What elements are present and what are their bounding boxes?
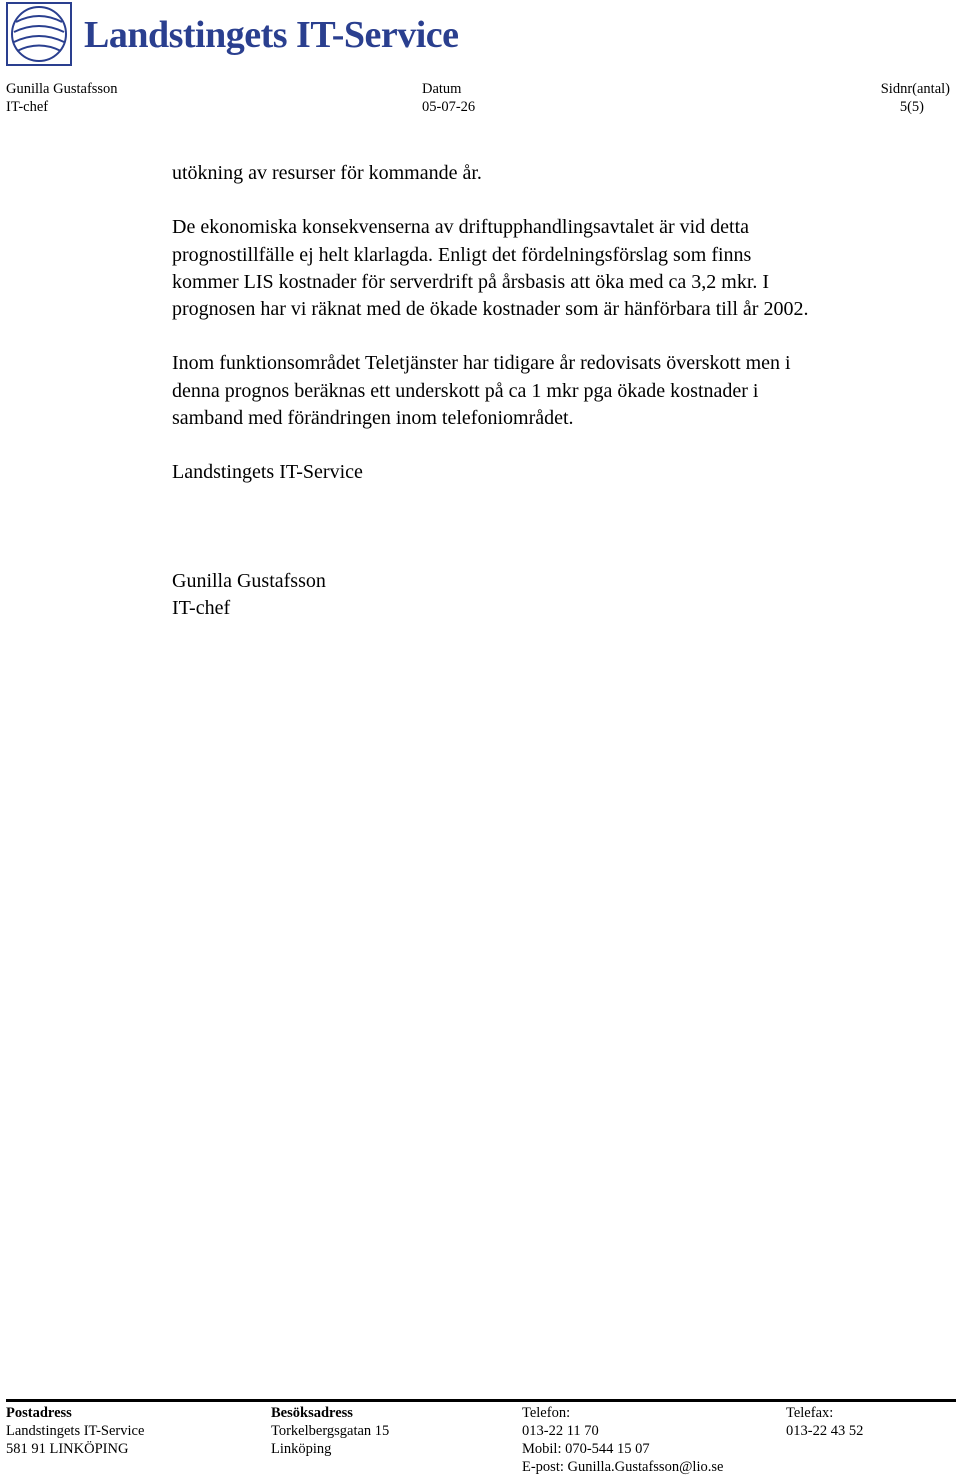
paragraph-2-line-4: prognosen har vi räknat med de ökade kostnader som är hänförbara till år 2002. bbox=[172, 298, 809, 321]
author-title: IT-chef bbox=[6, 99, 49, 115]
paragraph-2-line-1: De ekonomiska konsekvenserna av driftupphandlingsavtalet är vid detta bbox=[172, 216, 750, 239]
footer-postal-address bbox=[6, 1404, 144, 1458]
postal-line-1: Landstingets IT-Service bbox=[6, 1423, 145, 1439]
page-value: 5(5) bbox=[899, 99, 924, 115]
footer-phone bbox=[522, 1404, 723, 1476]
footer-visit-address bbox=[271, 1404, 389, 1458]
date-label: Datum bbox=[422, 81, 462, 97]
paragraph-2-line-3: kommer LIS kostnader för serverdrift på årsbasis att öka med ca 3,2 mkr. I bbox=[172, 270, 770, 293]
logo-wordmark: Landstingets IT-Service bbox=[84, 14, 459, 56]
fax-line-1: 013-22 43 52 bbox=[786, 1423, 864, 1439]
author-name: Gunilla Gustafsson bbox=[6, 81, 118, 97]
postal-line-2: 581 91 LINKÖPING bbox=[6, 1441, 129, 1457]
paragraph-1: utökning av resurser för kommande år. bbox=[172, 162, 482, 184]
date-value: 05-07-26 bbox=[422, 99, 476, 115]
visit-label: Besöksadress bbox=[271, 1405, 353, 1421]
header-date bbox=[422, 80, 475, 116]
paragraph-3-line-1: Inom funktionsområdet Teletjänster har tidigare år redovisats överskott men i bbox=[172, 352, 791, 375]
company-logo bbox=[6, 2, 459, 66]
organisation-name: Landstingets IT-Service bbox=[172, 461, 363, 484]
footer-fax bbox=[786, 1404, 863, 1440]
visit-line-1: Torkelbergsgatan 15 bbox=[271, 1423, 390, 1439]
paragraph-2-line-2: prognostillfälle ej helt klarlagda. Enligt det fördelningsförslag som finns bbox=[172, 243, 752, 266]
footer-divider bbox=[6, 1399, 956, 1402]
header-author bbox=[6, 80, 118, 116]
postal-label: Postadress bbox=[6, 1405, 72, 1421]
page-label: Sidnr(antal) bbox=[880, 81, 950, 97]
signature-name: Gunilla Gustafsson bbox=[172, 569, 326, 592]
signature-title: IT-chef bbox=[172, 596, 231, 619]
visit-line-2: Linköping bbox=[271, 1441, 332, 1457]
fax-label: Telefax: bbox=[786, 1405, 834, 1421]
email-line: E-post: Gunilla.Gustafsson@lio.se bbox=[522, 1459, 724, 1475]
header-page-number bbox=[881, 80, 950, 116]
logo-emblem-icon bbox=[6, 2, 72, 66]
paragraph-3-line-2: denna prognos beräknas ett underskott på ca 1 mkr pga ökade kostnader i bbox=[172, 379, 759, 402]
phone-line-1: 013-22 11 70 bbox=[522, 1423, 599, 1439]
phone-line-2: Mobil: 070-544 15 07 bbox=[522, 1441, 650, 1457]
document-body bbox=[172, 160, 932, 622]
paragraph-3-line-3: samband med förändringen inom telefoniområdet. bbox=[172, 407, 574, 430]
phone-label: Telefon: bbox=[522, 1405, 571, 1421]
